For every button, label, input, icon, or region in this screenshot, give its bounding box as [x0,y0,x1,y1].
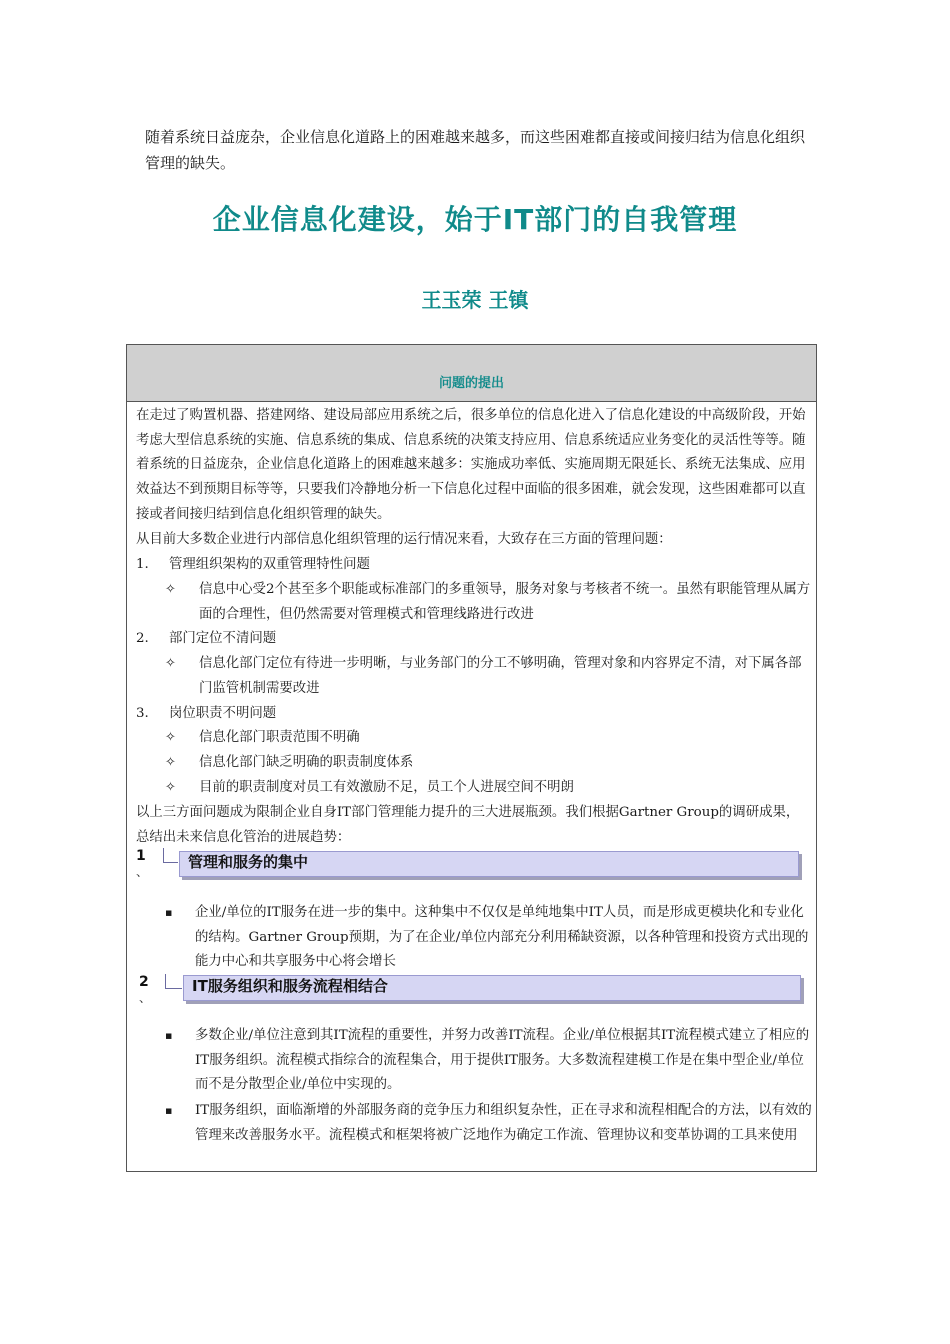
authors: 王玉荣 王镇 [421,288,529,312]
problem-number: 3. [136,706,149,721]
diamond-icon: ✧ [165,780,176,795]
paragraph-3: 以上三方面问题成为限制企业自身IT部门管理能力提升的三大进展瓶颈。我们根据Gartner Group的调研成果，总结出未来信息化管治的进展趋势： [136,805,800,845]
diamond-icon: ✧ [165,656,176,671]
page-title: 企业信息化建设，始于IT部门的自我管理 [212,203,738,236]
trend-comma: 、 [139,991,152,1005]
problem-number: 1. [136,557,149,572]
paragraph-2: 从目前大多数企业进行内部信息化组织管理的运行情况来看，大致存在三方面的管理问题： [136,532,672,547]
problem-title: 管理组织架构的双重管理特性问题 [169,557,370,572]
trend-number: 2 [139,974,149,990]
section-heading: 问题的提出 [438,376,504,391]
paragraph-1: 在走过了购置机器、搭建网络、建设局部应用系统之后，很多单位的信息化进入了信息化建设的中高级阶段，开始考虑大型信息系统的实施、信息系统的集成、信息系统的决策支持应用、信息系统适应业务变化的灵活性等等。随着系统的日益庞杂，企业信息化道路上的困难越来越多：实施成功率低、实施周期无限延长、系统无法集成、应用效益达不到预期目标等等，只要我们冷静地分析一下信息化过程中面临的很多困难，就会发现，这些困难都可以直接或者间接归结到信息化组织管理的缺失。 [136,408,806,522]
problem-title: 部门定位不清问题 [169,631,277,646]
trend-comma: 、 [136,865,149,879]
problem-title: 岗位职责不明问题 [169,706,277,721]
trend-number: 1 [136,848,146,864]
diamond-icon: ✧ [165,755,176,770]
intro-paragraph: 随着系统日益庞杂，企业信息化道路上的困难越来越多，而这些困难都直接或间接归结为信息化组织管理的缺失。 [145,128,806,172]
connector-line [163,848,178,863]
square-bullet-icon: ▪ [165,906,173,919]
section-header [127,345,816,402]
content-box: 问题的提出 在走过了购置机器、搭建网络、建设局部应用系统之后，很多单位的信息化进入了信息化建设的中高级阶段，开始考虑大型信息系统的实施、信息系统的集成、信息系统的决策支持应用、信息系统适应业务变化的灵活性等等。随着系统的日益庞杂，企业信息化道路上的困难越来越多：实施成功率低、实施周期无限延长、系统无法集成、应用效益达不到预期目标等等，只要我们冷静地分析一下信息化过程中面临的很多困难，就会发现，这些困难都可以直接或者间接归结到信息化组织管理的缺失。 从目前大多数企业进行内部信息化组织管理的运行情况来看，大致存在三方面的管理问题： 1. 管理组织架构的双重管理特性问题 ✧ 信息中心受2个甚至多个职能或标准部门的多重领导，服务对象与考核者不统一。虽然有职能管理从属方面的合理性，但仍然需要对管理模式和管理线路进行改进 2. 部门定位不清问题 ✧ 信息化部门定位有待进一步明晰，与业务部门的分工不够明确，管理对象和内容界定不清，对下属各部门监管机制需要改进 3. 岗位职责不明问题 ✧ 信息化部门职责范围不明确 ✧ 信息化部门缺乏明确的职责制度体系 ✧ 目前的职责制度对员工有效激励不足，员工个人进展空间不明朗 以上三方面问题成为限制企业自身IT部门管理能力提升的三大进展瓶颈。我们根据Gartner Group的调研成果，总结出未来信息化管治的进展趋势： 1 、 管理和服务的集中 ▪ 企业/单位的IT服务在进一步的集中。这种集中不仅仅是单纯地集中IT人员，而是形成更模块化和专业化的结构。Gartner Group预期，为了在企业/单位内部充分利用稀缺资源，以各种管理和投资方式出现的能力中心和共享服务中心将会增长 2 、 IT服务组织和服务流程相结合 ▪ 多数企业/单位注意到其IT流程的重要性，并努力改善IT流程。企业/单位根据其IT流程模式建立了相应的IT服务组织。流程模式指综合的流程集合，用于提供IT服务。大多数流程建模工作是在集中型企业/单位而不是分散型企业/单位中实现的。 ▪ IT服务组织，面临渐增的外部服务商的竞争压力和组织复杂性，正在寻求和流程相配合的方法，以有效的管理来改善服务水平。流程模式和框架将被广泛地作为确定工作流、管理协议和变革协调的工具来使用 [126,344,817,1172]
square-bullet-icon: ▪ [165,1104,173,1117]
diamond-icon: ✧ [165,730,176,745]
trend-bar-2: IT服务组织和服务流程相结合 [183,975,801,1001]
square-bullet-icon: ▪ [165,1029,173,1042]
trend-bar-1: 管理和服务的集中 [179,851,799,877]
diamond-icon: ✧ [165,582,176,597]
connector-line [165,974,182,989]
problem-number: 2. [136,631,149,646]
